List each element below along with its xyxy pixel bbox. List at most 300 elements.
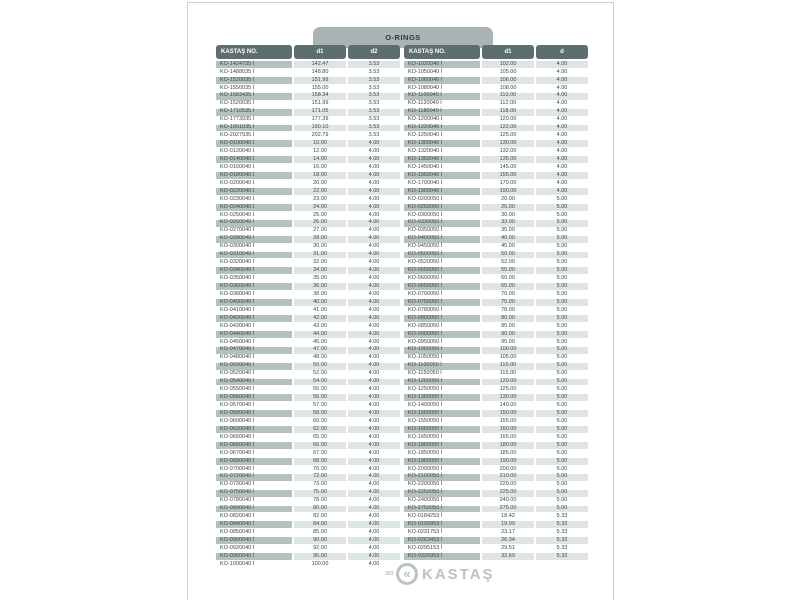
d2-cell: 5.00 <box>536 426 588 433</box>
table-row <box>216 490 400 497</box>
d1-cell: 40.00 <box>482 236 534 243</box>
table-row <box>404 355 588 362</box>
d2-cell: 4.00 <box>348 323 400 330</box>
table-row <box>404 545 588 552</box>
part-no-cell: KO-1550040 İ <box>404 172 480 179</box>
header-kastas-no: KASTAŞ NO. <box>404 45 480 59</box>
d2-cell: 4.00 <box>348 196 400 203</box>
d2-cell: 4.00 <box>348 410 400 417</box>
table-row <box>216 450 400 457</box>
d1-cell: 26.00 <box>294 220 346 227</box>
d1-cell: 150.00 <box>482 410 534 417</box>
table-row <box>216 212 400 219</box>
d1-cell: 24.00 <box>294 204 346 211</box>
table-row <box>216 180 400 187</box>
d1-cell: 85.00 <box>294 529 346 536</box>
d2-cell: 4.00 <box>348 204 400 211</box>
d1-cell: 185.00 <box>482 450 534 457</box>
d2-cell: 5.00 <box>536 355 588 362</box>
part-no-cell: KO-0660040 İ <box>216 442 292 449</box>
table-row <box>216 474 400 481</box>
d2-cell: 4.00 <box>536 125 588 132</box>
part-no-cell: KO-0900040 İ <box>216 537 292 544</box>
table-row <box>216 117 400 124</box>
d1-cell: 200.00 <box>482 466 534 473</box>
d1-cell: 55.00 <box>482 267 534 274</box>
d1-cell: 16.00 <box>294 164 346 171</box>
part-no-cell: KO-0720040 İ <box>216 474 292 481</box>
d1-cell: 50.00 <box>482 252 534 259</box>
part-no-cell: KO-0500040 İ <box>216 363 292 370</box>
table-row <box>404 93 588 100</box>
part-no-cell: KO-0800050 İ <box>404 315 480 322</box>
part-no-cell: KO-0700040 İ <box>216 466 292 473</box>
part-no-cell: KO-1900050 İ <box>404 458 480 465</box>
d1-cell: 90.00 <box>482 331 534 338</box>
d1-cell: 122.00 <box>482 125 534 132</box>
table-row <box>216 164 400 171</box>
d2-cell: 5.00 <box>536 331 588 338</box>
d2-cell: 5.00 <box>536 204 588 211</box>
d2-cell: 5.00 <box>536 252 588 259</box>
d2-cell: 4.00 <box>348 275 400 282</box>
table-row <box>404 283 588 290</box>
d1-cell: 48.00 <box>294 355 346 362</box>
table-row <box>404 386 588 393</box>
d2-cell: 5.00 <box>536 474 588 481</box>
d2-cell: 4.00 <box>348 537 400 544</box>
part-no-cell: KO-0450050 İ <box>404 244 480 251</box>
part-no-cell: KO-0350040 İ <box>216 275 292 282</box>
d1-cell: 170.00 <box>482 180 534 187</box>
part-no-cell: KO-0220040 İ <box>216 188 292 195</box>
table-row <box>216 371 400 378</box>
d1-cell: 155.00 <box>482 172 534 179</box>
table-body <box>216 61 400 568</box>
part-no-cell: KO-1320040 İ <box>404 148 480 155</box>
part-no-cell: KO-0580040 İ <box>216 410 292 417</box>
d2-cell: 5.00 <box>536 394 588 401</box>
d1-cell: 25.00 <box>482 204 534 211</box>
table-row <box>404 148 588 155</box>
d1-cell: 23.17 <box>482 529 534 536</box>
d2-cell: 4.00 <box>536 101 588 108</box>
d2-cell: 5.00 <box>536 363 588 370</box>
table-row <box>216 172 400 179</box>
table-row <box>404 117 588 124</box>
table-row <box>404 521 588 528</box>
d2-cell: 5.00 <box>536 212 588 219</box>
table-row <box>404 244 588 251</box>
d1-cell: 70.00 <box>482 291 534 298</box>
d2-cell: 4.00 <box>348 267 400 274</box>
table-row <box>404 180 588 187</box>
part-no-cell: KO-0184253 İ <box>404 513 480 520</box>
part-no-cell: KO-0160040 İ <box>216 164 292 171</box>
part-no-cell: KO-0950050 İ <box>404 339 480 346</box>
part-no-cell: KO-1000040 İ <box>216 561 292 568</box>
part-no-cell: KO-0850040 İ <box>216 529 292 536</box>
d1-cell: 22.00 <box>294 188 346 195</box>
d1-cell: 80.00 <box>482 315 534 322</box>
d2-cell: 4.00 <box>536 93 588 100</box>
table-row <box>404 172 588 179</box>
part-no-cell: KO-1050040 İ <box>404 69 480 76</box>
table-row <box>216 545 400 552</box>
table-row <box>216 553 400 560</box>
table-row <box>404 537 588 544</box>
table-row <box>404 204 588 211</box>
page-number: 303 <box>385 571 394 577</box>
part-no-cell: KO-0280040 İ <box>216 236 292 243</box>
d2-cell: 5.00 <box>536 315 588 322</box>
d2-cell: 4.00 <box>348 513 400 520</box>
table-row <box>404 426 588 433</box>
part-no-cell: KO-1901035 İ <box>216 125 292 132</box>
d1-cell: 112.00 <box>482 101 534 108</box>
d2-cell: 4.00 <box>536 180 588 187</box>
table-row <box>216 506 400 513</box>
part-no-cell: KO-1424735 İ <box>216 61 292 68</box>
d1-cell: 82.00 <box>294 513 346 520</box>
d2-cell: 4.00 <box>348 331 400 338</box>
d2-cell: 4.00 <box>348 561 400 568</box>
part-no-cell: KO-0199953 İ <box>404 521 480 528</box>
d1-cell: 110.00 <box>482 363 534 370</box>
d2-cell: 5.00 <box>536 490 588 497</box>
d2-cell: 4.00 <box>536 77 588 84</box>
table-row <box>404 529 588 536</box>
part-no-cell: KO-1800050 İ <box>404 442 480 449</box>
d1-cell: 25.00 <box>294 212 346 219</box>
d2-cell: 4.00 <box>536 156 588 163</box>
d1-cell: 158.34 <box>294 93 346 100</box>
table-row <box>216 323 400 330</box>
table-row <box>216 307 400 314</box>
part-no-cell: KO-0300050 İ <box>404 212 480 219</box>
part-no-cell: KO-0240040 İ <box>216 204 292 211</box>
d1-cell: 155.00 <box>482 418 534 425</box>
part-no-cell: KO-1500050 İ <box>404 410 480 417</box>
d1-cell: 95.00 <box>294 553 346 560</box>
part-no-cell: KO-2000050 İ <box>404 466 480 473</box>
d2-cell: 5.00 <box>536 498 588 505</box>
header-d1: d1 <box>482 45 534 59</box>
table-row <box>404 77 588 84</box>
table-row <box>216 259 400 266</box>
part-no-cell: KO-0780040 İ <box>216 498 292 505</box>
part-no-cell: KO-1300040 İ <box>404 140 480 147</box>
d1-cell: 23.00 <box>294 196 346 203</box>
d1-cell: 75.00 <box>294 490 346 497</box>
table-row <box>404 482 588 489</box>
d2-cell: 4.00 <box>536 172 588 179</box>
d2-cell: 4.00 <box>536 148 588 155</box>
d2-cell: 4.00 <box>348 347 400 354</box>
d1-cell: 148.80 <box>294 69 346 76</box>
d2-cell: 4.00 <box>348 450 400 457</box>
d2-cell: 4.00 <box>348 363 400 370</box>
d1-cell: 55.00 <box>294 386 346 393</box>
d2-cell: 4.00 <box>348 474 400 481</box>
table-row <box>216 244 400 251</box>
d1-cell: 190.10 <box>294 125 346 132</box>
table-row <box>404 164 588 171</box>
table-row <box>216 236 400 243</box>
d1-cell: 155.00 <box>294 85 346 92</box>
d1-cell: 36.00 <box>294 283 346 290</box>
d2-cell: 5.00 <box>536 410 588 417</box>
d2-cell: 4.00 <box>348 490 400 497</box>
table-row <box>404 307 588 314</box>
part-no-cell: KO-0440040 İ <box>216 331 292 338</box>
d1-cell: 67.00 <box>294 450 346 457</box>
d2-cell: 3.53 <box>348 125 400 132</box>
d1-cell: 30.00 <box>482 212 534 219</box>
d1-cell: 65.00 <box>482 283 534 290</box>
part-no-cell: KO-0670040 İ <box>216 450 292 457</box>
part-no-cell: KO-2750050 İ <box>404 506 480 513</box>
table-row <box>404 506 588 513</box>
d1-cell: 102.00 <box>482 61 534 68</box>
d1-cell: 130.00 <box>482 394 534 401</box>
d2-cell: 4.00 <box>348 553 400 560</box>
d2-cell: 5.00 <box>536 379 588 386</box>
d2-cell: 3.53 <box>348 132 400 139</box>
table-row <box>404 228 588 235</box>
table-row <box>404 331 588 338</box>
d1-cell: 106.00 <box>482 77 534 84</box>
table-row <box>404 291 588 298</box>
table-row <box>216 561 400 568</box>
table-row <box>216 418 400 425</box>
d1-cell: 57.00 <box>294 402 346 409</box>
d2-cell: 4.00 <box>348 188 400 195</box>
table-row <box>216 69 400 76</box>
catalog-page <box>187 2 614 600</box>
part-no-cell: KO-0295153 İ <box>404 545 480 552</box>
d1-cell: 84.00 <box>294 521 346 528</box>
d2-cell: 4.00 <box>348 244 400 251</box>
d2-cell: 4.00 <box>348 442 400 449</box>
table-row <box>216 513 400 520</box>
part-no-cell: KO-0550050 İ <box>404 267 480 274</box>
d2-cell: 4.00 <box>348 212 400 219</box>
d1-cell: 65.00 <box>294 434 346 441</box>
part-no-cell: KO-1300050 İ <box>404 394 480 401</box>
d1-cell: 180.00 <box>482 442 534 449</box>
part-no-cell: KO-1550050 İ <box>404 418 480 425</box>
d2-cell: 5.00 <box>536 236 588 243</box>
d1-cell: 45.00 <box>482 244 534 251</box>
part-no-cell: KO-0320040 İ <box>216 259 292 266</box>
d1-cell: 52.00 <box>482 259 534 266</box>
d1-cell: 202.79 <box>294 132 346 139</box>
part-no-cell: KO-0400050 İ <box>404 236 480 243</box>
table-row <box>216 402 400 409</box>
d2-cell: 3.53 <box>348 77 400 84</box>
table-row <box>404 220 588 227</box>
d1-cell: 42.00 <box>294 315 346 322</box>
table-row <box>404 125 588 132</box>
brand-logo <box>396 563 495 585</box>
part-no-cell: KO-1350040 İ <box>404 156 480 163</box>
part-no-cell: KO-0600040 İ <box>216 418 292 425</box>
table-row <box>404 196 588 203</box>
table-row <box>216 101 400 108</box>
d1-cell: 20.00 <box>294 180 346 187</box>
part-no-cell: KO-0550040 İ <box>216 386 292 393</box>
d1-cell: 225.00 <box>482 490 534 497</box>
table-row <box>216 291 400 298</box>
table-row <box>216 140 400 147</box>
part-no-cell: KO-1400050 İ <box>404 402 480 409</box>
d1-cell: 35.00 <box>482 228 534 235</box>
d1-cell: 165.00 <box>482 434 534 441</box>
d1-cell: 110.00 <box>482 93 534 100</box>
part-no-cell: KO-1520035 İ <box>216 101 292 108</box>
d2-cell: 4.00 <box>348 426 400 433</box>
table-row <box>216 347 400 354</box>
part-no-cell: KO-0120040 İ <box>216 148 292 155</box>
d1-cell: 135.00 <box>482 156 534 163</box>
table-row <box>216 315 400 322</box>
table-row <box>216 125 400 132</box>
part-no-cell: KO-1583435 İ <box>216 93 292 100</box>
d1-cell: 78.00 <box>294 498 346 505</box>
d2-cell: 4.00 <box>348 545 400 552</box>
d2-cell: 4.00 <box>348 402 400 409</box>
table-row <box>404 315 588 322</box>
d2-cell: 4.00 <box>348 172 400 179</box>
d2-cell: 5.00 <box>536 418 588 425</box>
table-row <box>216 434 400 441</box>
part-no-cell: KO-0470040 İ <box>216 347 292 354</box>
part-no-cell: KO-0750050 İ <box>404 299 480 306</box>
table-row <box>404 402 588 409</box>
d2-cell: 5.00 <box>536 275 588 282</box>
part-no-cell: KO-0380040 İ <box>216 291 292 298</box>
part-no-cell: KO-0730040 İ <box>216 482 292 489</box>
d2-cell: 5.00 <box>536 323 588 330</box>
table-row <box>216 529 400 536</box>
d1-cell: 108.00 <box>482 85 534 92</box>
part-no-cell: KO-0180040 İ <box>216 172 292 179</box>
d1-cell: 26.34 <box>482 537 534 544</box>
d2-cell: 4.00 <box>348 498 400 505</box>
table-row <box>404 132 588 139</box>
d1-cell: 38.00 <box>294 291 346 298</box>
d1-cell: 78.00 <box>482 307 534 314</box>
d2-cell: 4.00 <box>348 379 400 386</box>
table-row <box>216 466 400 473</box>
d2-cell: 5.00 <box>536 228 588 235</box>
part-no-cell: KO-1550035 İ <box>216 85 292 92</box>
part-no-cell: KO-0430040 İ <box>216 323 292 330</box>
d2-cell: 4.00 <box>536 117 588 124</box>
d1-cell: 130.00 <box>482 140 534 147</box>
d1-cell: 275.00 <box>482 506 534 513</box>
d2-cell: 5.00 <box>536 196 588 203</box>
d2-cell: 5.00 <box>536 466 588 473</box>
d2-cell: 3.53 <box>348 117 400 124</box>
d1-cell: 95.00 <box>482 339 534 346</box>
d2-cell: 4.00 <box>348 299 400 306</box>
d2-cell: 4.00 <box>348 236 400 243</box>
table-row <box>216 331 400 338</box>
table-row <box>404 140 588 147</box>
table-row <box>404 156 588 163</box>
table-row <box>216 93 400 100</box>
d2-cell: 5.33 <box>536 513 588 520</box>
d2-cell: 5.00 <box>536 458 588 465</box>
d1-cell: 140.00 <box>482 402 534 409</box>
d2-cell: 5.00 <box>536 244 588 251</box>
table-row <box>216 220 400 227</box>
d2-cell: 4.00 <box>536 132 588 139</box>
d1-cell: 19.99 <box>482 521 534 528</box>
table-row <box>404 85 588 92</box>
d2-cell: 4.00 <box>536 140 588 147</box>
part-no-cell: KO-0850050 İ <box>404 323 480 330</box>
part-no-cell: KO-0480040 İ <box>216 355 292 362</box>
d2-cell: 4.00 <box>348 252 400 259</box>
table-row <box>404 267 588 274</box>
table-row <box>216 410 400 417</box>
d2-cell: 5.00 <box>536 347 588 354</box>
d1-cell: 14.00 <box>294 156 346 163</box>
part-no-cell: KO-1700040 İ <box>404 180 480 187</box>
d2-cell: 5.00 <box>536 434 588 441</box>
d2-cell: 4.00 <box>348 418 400 425</box>
part-no-cell: KO-0250040 İ <box>216 212 292 219</box>
d1-cell: 29.51 <box>482 545 534 552</box>
d1-cell: 125.00 <box>482 132 534 139</box>
part-no-cell: KO-1100040 İ <box>404 93 480 100</box>
d1-cell: 68.00 <box>294 458 346 465</box>
d1-cell: 44.00 <box>294 331 346 338</box>
d2-cell: 5.00 <box>536 386 588 393</box>
d1-cell: 125.00 <box>482 386 534 393</box>
d1-cell: 151.99 <box>294 101 346 108</box>
section-title: O-RINGS <box>385 33 421 42</box>
d2-cell: 5.33 <box>536 545 588 552</box>
part-no-cell: KO-0360040 İ <box>216 283 292 290</box>
header-d1: d1 <box>294 45 346 59</box>
part-no-cell: KO-2100050 İ <box>404 474 480 481</box>
d2-cell: 4.00 <box>348 386 400 393</box>
d1-cell: 151.99 <box>294 77 346 84</box>
d1-cell: 142.47 <box>294 61 346 68</box>
d2-cell: 4.00 <box>536 85 588 92</box>
part-no-cell: KO-0400040 İ <box>216 299 292 306</box>
part-no-cell: KO-0700050 İ <box>404 291 480 298</box>
part-no-cell: KO-1450040 İ <box>404 164 480 171</box>
d1-cell: 33.00 <box>482 220 534 227</box>
table-row <box>216 267 400 274</box>
d2-cell: 4.00 <box>348 148 400 155</box>
part-no-cell: KO-0780050 İ <box>404 307 480 314</box>
d1-cell: 120.00 <box>482 117 534 124</box>
part-no-cell: KO-1200050 İ <box>404 379 480 386</box>
table-row <box>216 386 400 393</box>
d1-cell: 73.00 <box>294 482 346 489</box>
part-no-cell: KO-0330050 İ <box>404 220 480 227</box>
table-row <box>404 474 588 481</box>
d1-cell: 20.00 <box>482 196 534 203</box>
d1-cell: 190.00 <box>482 458 534 465</box>
d2-cell: 5.00 <box>536 291 588 298</box>
